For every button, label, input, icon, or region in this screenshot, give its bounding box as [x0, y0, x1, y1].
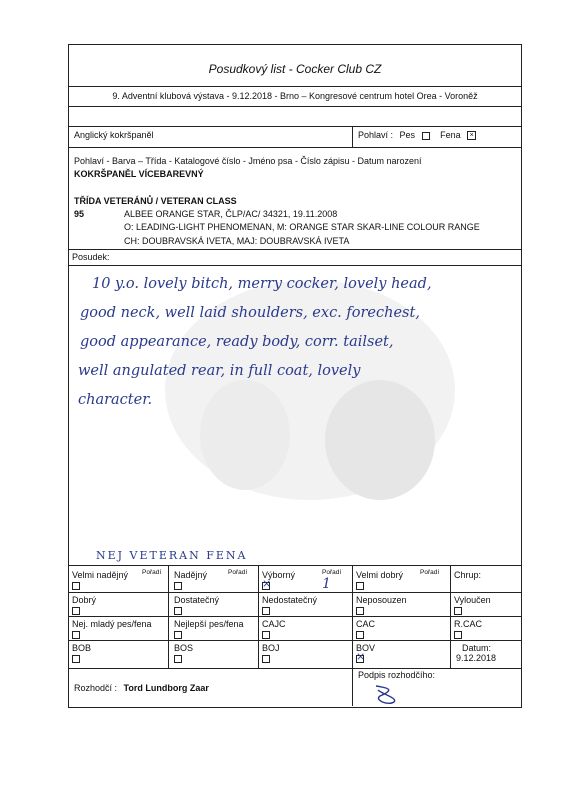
grade-velmi-nadejny [72, 570, 128, 590]
breed-name: Anglický kokršpaněl [74, 130, 154, 140]
judge-field [74, 683, 209, 693]
pes-checkbox[interactable] [422, 132, 430, 140]
title-label: Nej. mladý pes/fena [72, 619, 152, 629]
grade-dobry [72, 595, 96, 615]
title-cac [356, 619, 375, 639]
sex-label: Pohlaví : [358, 130, 394, 140]
grade-nedostatecny [262, 595, 317, 615]
grade-checkbox[interactable] [72, 582, 80, 590]
date-value: 9.12.2018 [456, 653, 497, 663]
critique-line: character. [78, 392, 153, 408]
title-checkbox[interactable] [262, 631, 270, 639]
grade-vyloucen [454, 595, 491, 615]
title-checkbox[interactable] [72, 655, 80, 663]
title-label: R.CAC [454, 619, 483, 629]
divider [68, 668, 522, 669]
grade-label: Velmi dobrý [356, 570, 404, 580]
rank-label: Pořadí [228, 569, 248, 576]
judge-name: Tord Lundborg Zaar [123, 683, 209, 693]
grade-dostatecny [174, 595, 219, 615]
title-label: BOS [174, 643, 194, 653]
title-label: BOJ [262, 643, 280, 653]
fena-checkbox[interactable]: × [467, 131, 476, 140]
divider [68, 106, 522, 107]
divider [68, 640, 522, 641]
divider [352, 565, 353, 706]
check-mark: × [262, 576, 272, 590]
grade-label: Nadějný [174, 570, 208, 580]
grade-vyborny [262, 570, 295, 590]
judge-signature [372, 684, 402, 708]
divider [68, 265, 522, 266]
title-best-junior [72, 619, 152, 639]
title-checkbox[interactable] [454, 631, 462, 639]
rank-label: Pořadí [322, 569, 342, 576]
grade-label: Velmi nadějný [72, 570, 129, 580]
divider [68, 147, 522, 148]
form-title: Posudkový list - Cocker Club CZ [208, 62, 382, 76]
grade-checkbox[interactable] [174, 607, 182, 615]
event-line: 9. Adventní klubová výstava - 9.12.2018 - Brno – Kongresové centrum hotel Orea - Voroněž [112, 91, 478, 101]
dog-owners: CH: DOUBRAVSKÁ IVETA, MAJ: DOUBRAVSKÁ IVETA [124, 236, 350, 246]
grade-label: Neposouzen [356, 595, 407, 605]
catalog-number: 95 [74, 209, 85, 219]
title-bov [356, 643, 375, 663]
critique-line: good neck, well laid shoulders, exc. forechest, [80, 305, 420, 321]
title-label: CAJC [262, 619, 286, 629]
dog-parents: O: LEADING-LIGHT PHENOMENAN, M: ORANGE STAR SKAR-LINE COLOUR RANGE [124, 222, 480, 232]
title-rcac [454, 619, 482, 639]
dog-name: ALBEE ORANGE STAR, ČLP/AC/ 34321, 19.11.2008 [124, 209, 338, 219]
divider [68, 565, 522, 566]
divider [68, 616, 522, 617]
pes-label: Pes [399, 130, 416, 140]
grade-velmi-dobry [356, 570, 403, 590]
fena-label: Fena [440, 130, 461, 140]
dog-color: KOKRŠPANĚL VÍCEBAREVNÝ [74, 169, 204, 179]
date-label: Datum: [462, 643, 492, 653]
divider [68, 249, 522, 250]
title-label: BOV [356, 643, 376, 653]
divider [168, 565, 169, 668]
vyborny-rank-value: 1 [322, 576, 331, 592]
check-mark: × [356, 649, 366, 663]
title-bob [72, 643, 91, 663]
grade-checkbox[interactable] [356, 582, 364, 590]
title-boj [262, 643, 280, 663]
grade-label: Dobrý [72, 595, 97, 605]
title-checkbox[interactable] [174, 655, 182, 663]
judge-label: Rozhodčí : [74, 683, 118, 693]
divider [68, 592, 522, 593]
title-best-dog [174, 619, 244, 639]
fields-caption: Pohlaví - Barva – Třída - Katalogové číslo - Jméno psa - Číslo zápisu - Datum narození [74, 156, 422, 166]
title-checkbox[interactable] [72, 631, 80, 639]
critique-text [78, 270, 512, 415]
signature-label: Podpis rozhodčího: [358, 670, 436, 680]
grade-label: Dostatečný [174, 595, 220, 605]
grade-label: Nedostatečný [262, 595, 318, 605]
title-award: NEJ VETERAN FENA [96, 549, 248, 562]
divider [450, 565, 451, 668]
critique-line: 10 y.o. lovely bitch, merry cocker, lovely head, [92, 276, 432, 292]
rank-label: Pořadí [142, 569, 162, 576]
title-checkbox[interactable] [262, 655, 270, 663]
title-checkbox[interactable] [356, 631, 364, 639]
title-cajc [262, 619, 286, 639]
dog-class: TŘÍDA VETERÁNŮ / VETERAN CLASS [74, 196, 237, 206]
grade-checkbox[interactable] [356, 607, 364, 615]
date-field [456, 643, 497, 663]
divider [258, 565, 259, 668]
grade-label: Výborný [262, 570, 296, 580]
grade-checkbox-checked[interactable] [262, 576, 272, 590]
title-checkbox[interactable] [174, 631, 182, 639]
teeth-label: Chrup: [454, 570, 482, 580]
title-bos [174, 643, 193, 663]
divider [68, 86, 522, 87]
divider [68, 126, 522, 127]
title-label: Nejlepší pes/fena [174, 619, 244, 629]
grade-neposouzen [356, 595, 407, 615]
title-label: BOB [72, 643, 92, 653]
title-label: CAC [356, 619, 376, 629]
grade-nadejny [174, 570, 207, 590]
sex-field [358, 130, 476, 140]
grade-checkbox[interactable] [174, 582, 182, 590]
grade-checkbox[interactable] [454, 607, 462, 615]
grade-checkbox[interactable] [262, 607, 270, 615]
grade-checkbox[interactable] [72, 607, 80, 615]
critique-label: Posudek: [72, 252, 110, 262]
rank-label: Pořadí [420, 569, 440, 576]
divider [352, 126, 353, 147]
grade-label: Vyloučen [454, 595, 491, 605]
critique-line: well angulated rear, in full coat, lovely [78, 363, 361, 379]
critique-line: good appearance, ready body, corr. tailset, [80, 334, 394, 350]
title-checkbox-checked[interactable] [356, 649, 366, 663]
